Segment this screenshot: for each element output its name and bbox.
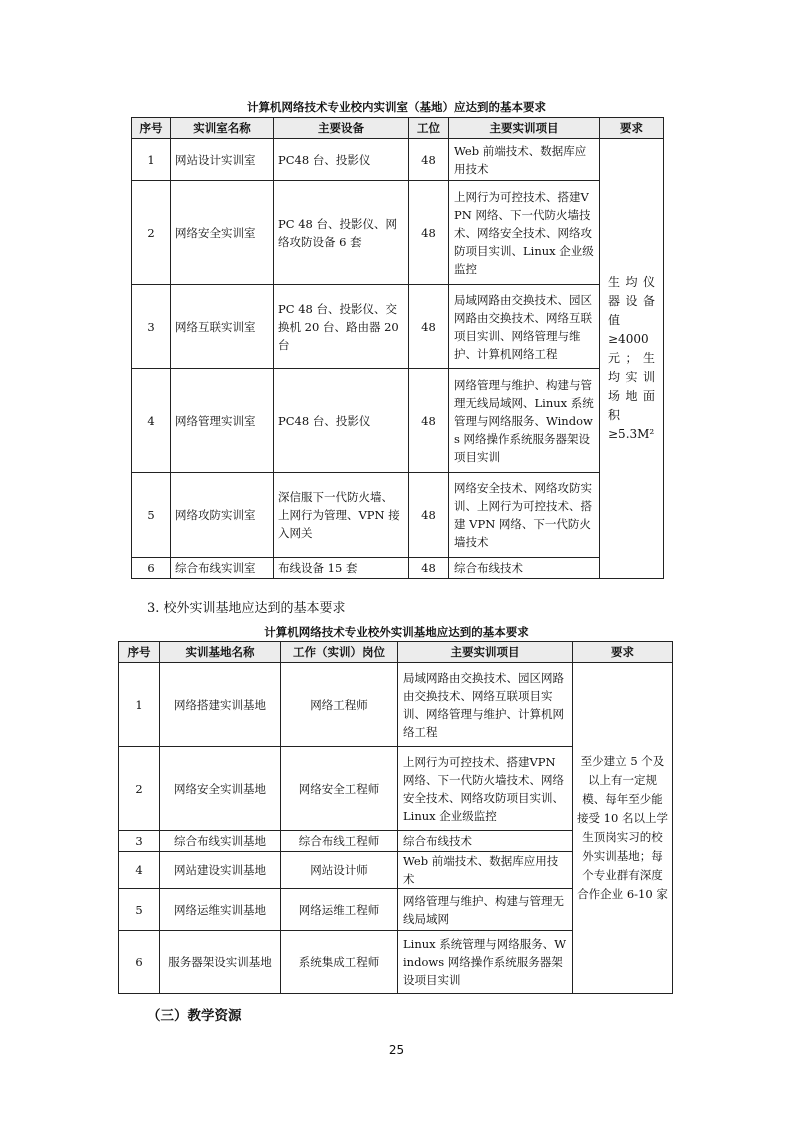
base-name: 服务器架设实训基地 (160, 931, 281, 994)
row-number: 5 (119, 889, 160, 931)
equipment: 布线设备 15 套 (274, 558, 409, 579)
equipment: PC48 台、投影仪 (274, 369, 409, 473)
room-name: 网络互联实训室 (171, 285, 274, 369)
post: 系统集成工程师 (281, 931, 398, 994)
post: 网络安全工程师 (281, 747, 398, 831)
projects: Web 前端技术、数据库应用技术 (449, 139, 600, 181)
row-number: 1 (119, 663, 160, 747)
projects: 局域网路由交换技术、园区网路由交换技术、网络互联项目实训、网络管理与维护、计算机网络工程 (398, 663, 573, 747)
table-row (132, 369, 664, 473)
col-header: 工位 (409, 118, 449, 139)
row-number: 4 (132, 369, 171, 473)
projects: 网络管理与维护、构建与管理无线局域网、Linux 系统管理与网络服务、Windows 网络操作系统服务器架设项目实训 (449, 369, 600, 473)
table-row (119, 663, 673, 747)
seats: 48 (409, 139, 449, 181)
col-header: 主要实训项目 (449, 118, 600, 139)
projects: Linux 系统管理与网络服务、Windows 网络操作系统服务器架设项目实训 (398, 931, 573, 994)
room-name: 网站设计实训室 (171, 139, 274, 181)
row-number: 3 (132, 285, 171, 369)
base-name: 网站建设实训基地 (160, 852, 281, 889)
col-header: 主要实训项目 (398, 642, 573, 663)
row-number: 3 (119, 831, 160, 852)
col-header: 要求 (600, 118, 664, 139)
post: 网站设计师 (281, 852, 398, 889)
projects: 局域网路由交换技术、园区网路由交换技术、网络互联项目实训、网络管理与维护、计算机网络工程 (449, 285, 600, 369)
seats: 48 (409, 473, 449, 558)
table-row (132, 558, 664, 579)
col-header: 序号 (132, 118, 171, 139)
seats: 48 (409, 369, 449, 473)
base-name: 网络安全实训基地 (160, 747, 281, 831)
post: 网络运维工程师 (281, 889, 398, 931)
room-name: 网络管理实训室 (171, 369, 274, 473)
seats: 48 (409, 181, 449, 285)
row-number: 4 (119, 852, 160, 889)
section-title-teaching-resources: （三）教学资源 (147, 1008, 242, 1024)
table-row (132, 181, 664, 285)
base-name: 综合布线实训基地 (160, 831, 281, 852)
oncampus-training-table (131, 117, 664, 579)
row-number: 5 (132, 473, 171, 558)
seats: 48 (409, 285, 449, 369)
equipment: PC 48 台、投影仪、网络攻防设备 6 套 (274, 181, 409, 285)
section-heading-offcampus: 3. 校外实训基地应达到的基本要求 (147, 601, 346, 616)
table-header-row (132, 118, 664, 139)
room-name: 网络安全实训室 (171, 181, 274, 285)
col-header: 实训室名称 (171, 118, 274, 139)
post: 网络工程师 (281, 663, 398, 747)
table-header-row (119, 642, 673, 663)
projects: 网络安全技术、网络攻防实训、上网行为可控技术、搭建 VPN 网络、下一代防火墙技术 (449, 473, 600, 558)
room-name: 综合布线实训室 (171, 558, 274, 579)
base-name: 网络搭建实训基地 (160, 663, 281, 747)
row-number: 1 (132, 139, 171, 181)
requirement-cell: 生均仪器设备值≥4000元；生均实训场地面积≥5.3M² (600, 139, 664, 579)
room-name: 网络攻防实训室 (171, 473, 274, 558)
seats: 48 (409, 558, 449, 579)
row-number: 6 (132, 558, 171, 579)
col-header: 序号 (119, 642, 160, 663)
col-header: 主要设备 (274, 118, 409, 139)
table2-caption: 计算机网络技术专业校外实训基地应达到的基本要求 (264, 625, 529, 639)
projects: 综合布线技术 (398, 831, 573, 852)
base-name: 网络运维实训基地 (160, 889, 281, 931)
table-row (132, 473, 664, 558)
requirement-cell: 至少建立 5 个及以上有一定规模、每年至少能接受 10 名以上学生顶岗实习的校外实训基地；每个专业群有深度合作企业 6-10 家 (573, 663, 673, 994)
row-number: 2 (119, 747, 160, 831)
projects: Web 前端技术、数据库应用技术 (398, 852, 573, 889)
page-number: 25 (388, 1043, 405, 1057)
col-header: 实训基地名称 (160, 642, 281, 663)
table1-caption: 计算机网络技术专业校内实训室（基地）应达到的基本要求 (247, 100, 546, 114)
projects: 上网行为可控技术、搭建VPN 网络、下一代防火墙技术、网络安全技术、网络攻防项目实训、Linux 企业级监控 (449, 181, 600, 285)
equipment: PC 48 台、投影仪、交换机 20 台、路由器 20 台 (274, 285, 409, 369)
projects: 网络管理与维护、构建与管理无线局域网 (398, 889, 573, 931)
projects: 上网行为可控技术、搭建VPN 网络、下一代防火墙技术、网络安全技术、网络攻防项目实训、Linux 企业级监控 (398, 747, 573, 831)
col-header: 工作（实训）岗位 (281, 642, 398, 663)
projects: 综合布线技术 (449, 558, 600, 579)
row-number: 2 (132, 181, 171, 285)
post: 综合布线工程师 (281, 831, 398, 852)
equipment: 深信服下一代防火墙、上网行为管理、VPN 接入网关 (274, 473, 409, 558)
col-header: 要求 (573, 642, 673, 663)
table-row (132, 285, 664, 369)
row-number: 6 (119, 931, 160, 994)
offcampus-training-table (118, 641, 673, 994)
table-row (132, 139, 664, 181)
equipment: PC48 台、投影仪 (274, 139, 409, 181)
